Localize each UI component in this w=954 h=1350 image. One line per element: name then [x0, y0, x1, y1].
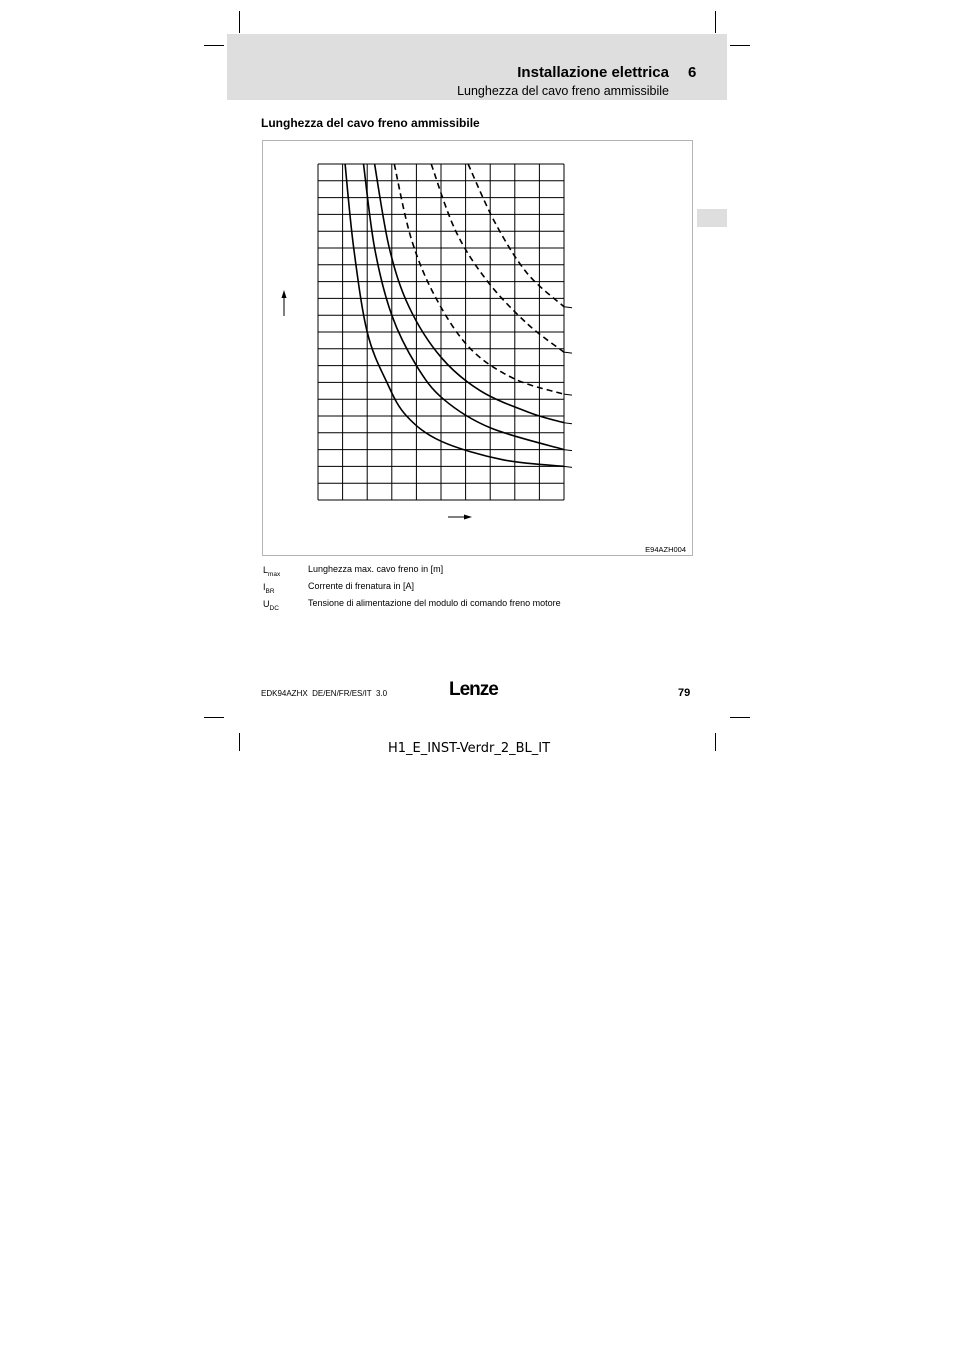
chart-series-line [468, 164, 564, 307]
chart-series-line [375, 164, 564, 423]
series-leader-tick [564, 394, 572, 395]
chart-series-line [364, 164, 565, 450]
series-leader-tick [564, 352, 572, 353]
legend-description-lmax: Lunghezza max. cavo freno in [m] [308, 564, 444, 574]
series-leader-tick [564, 466, 572, 467]
legend-symbol-lmax: $L_{max}$ [263, 565, 281, 578]
job-code: H1_E_INST-Verdr_2_BL_IT [388, 741, 551, 756]
crop-mark [204, 717, 224, 718]
series-leader-tick [564, 307, 572, 308]
x-axis-arrowhead [464, 515, 472, 520]
crop-mark [715, 733, 716, 751]
section-title: Lunghezza del cavo freno ammissibile [261, 116, 480, 130]
legend-symbol-ibr: $I_{BR}$ [263, 582, 275, 595]
chapter-subtitle: Lunghezza del cavo freno ammissibile [457, 84, 669, 98]
crop-mark [730, 45, 750, 46]
series-leader-tick [564, 423, 572, 424]
crop-mark [730, 717, 750, 718]
legend-description-ibr: Corrente di frenatura in [A] [308, 581, 415, 591]
crop-mark [239, 11, 240, 33]
legend-description-udc: Tensione di alimentazione del modulo di comando freno motore [308, 598, 561, 608]
chart-series-line [394, 164, 564, 394]
page-number: 79 [678, 687, 691, 699]
chapter-title: Installazione elettrica [517, 64, 669, 81]
chapter-side-tab [697, 209, 727, 227]
brake-cable-length-chart [262, 140, 693, 556]
series-leader-tick [564, 450, 572, 451]
crop-mark [204, 45, 224, 46]
chapter-number: 6 [688, 64, 697, 81]
crop-mark [715, 11, 716, 33]
figure-code: E94AZH004 [645, 545, 686, 554]
y-axis-arrowhead [282, 290, 287, 298]
lenze-logo: Lenze [449, 679, 498, 700]
crop-mark [239, 733, 240, 751]
legend-symbol-udc: $U_{DC}$ [263, 599, 279, 612]
footer-document-id: EDK94AZHX DE/EN/FR/ES/IT 3.0 [261, 689, 388, 698]
